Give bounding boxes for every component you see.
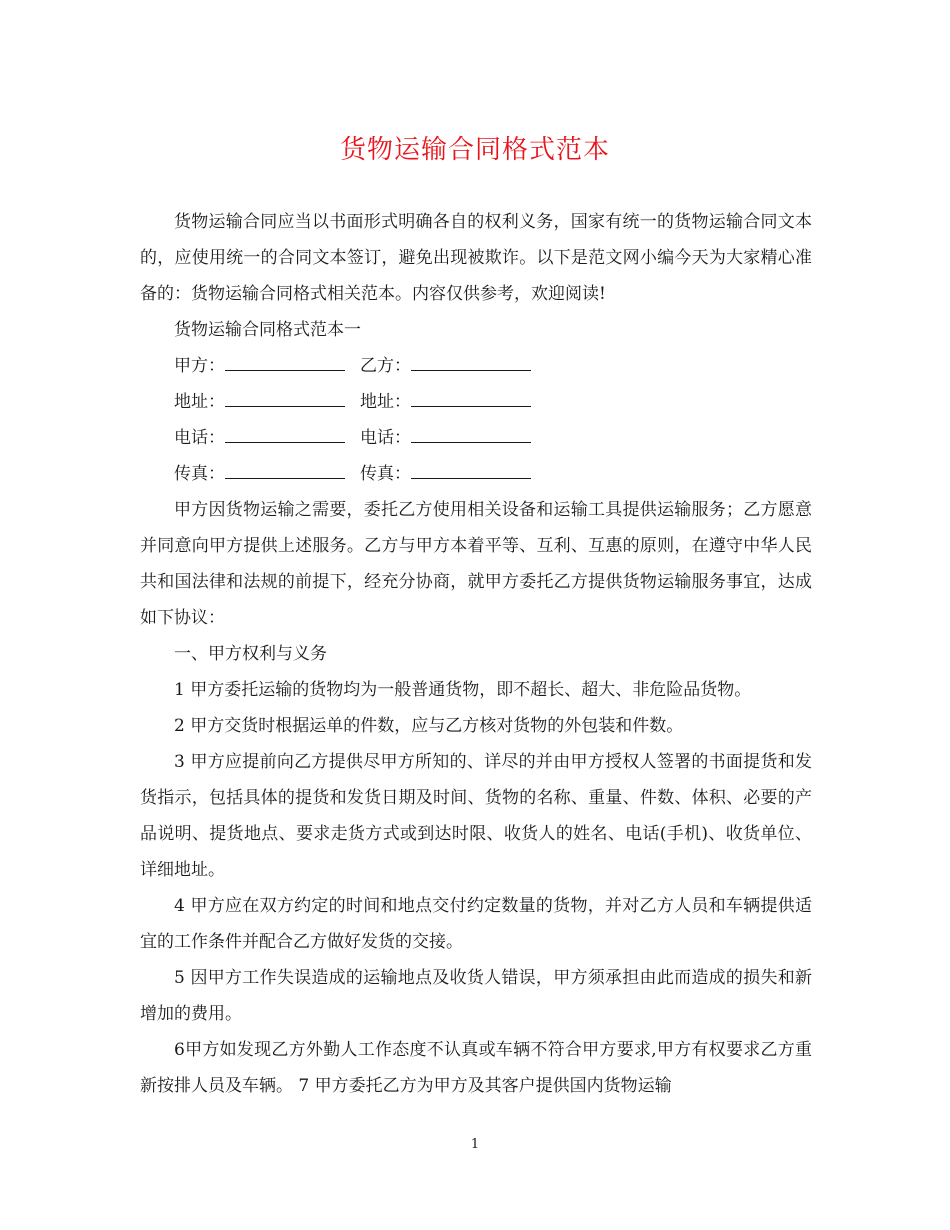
clause-paragraph: 6甲方如发现乙方外勤人工作态度不认真或车辆不符合甲方要求,甲方有权要求乙方重新按排人员及车辆。 7 甲方委托乙方为甲方及其客户提供国内货物运输 xyxy=(140,1040,812,1096)
document-title: 货物运输合同格式范本 xyxy=(339,135,610,165)
address-a-field xyxy=(174,384,360,420)
document-body xyxy=(140,204,812,1104)
field-label: 地址： xyxy=(174,392,225,412)
blank-line xyxy=(411,420,531,443)
intro-paragraph: 货物运输合同应当以书面形式明确各自的权利义务，国家有统一的货物运输合同文本的，应使用统一的合同文本签订，避免出现被欺诈。以下是范文网小编今天为大家精心准备的：货物运输合同格式相关范本。内容仅供参考，欢迎阅读! xyxy=(140,212,812,304)
blank-line xyxy=(225,384,345,407)
blank-line xyxy=(225,348,345,371)
clause-paragraph: 4 甲方应在双方约定的时间和地点交付约定数量的货物，并对乙方人员和车辆提供适宜的工作条件并配合乙方做好发货的交接。 xyxy=(140,896,812,952)
clause-paragraph: 3 甲方应提前向乙方提供尽甲方所知的、详尽的并由甲方授权人签署的书面提货和发货指示，包括具体的提货和发货日期及时间、货物的名称、重量、件数、体积、必要的产品说明、提货地点、要求走货方式或到达时限、收货人的姓名、电话(手机)、收货单位、详细地址。 xyxy=(140,752,812,880)
preamble-paragraph: 甲方因货物运输之需要，委托乙方使用相关设备和运输工具提供运输服务；乙方愿意并同意向甲方提供上述服务。乙方与甲方本着平等、互利、互惠的原则，在遵守中华人民共和国法律和法规的前提下，经充分协商，就甲方委托乙方提供货物运输服务事宜，达成如下协议： xyxy=(140,500,812,628)
field-label: 乙方： xyxy=(360,356,411,376)
clause-paragraph: 2 甲方交货时根据运单的件数，应与乙方核对货物的外包装和件数。 xyxy=(174,716,684,736)
blank-line xyxy=(411,384,531,407)
field-label: 地址： xyxy=(360,392,411,412)
phone-row xyxy=(140,420,812,456)
field-label: 传真： xyxy=(174,464,225,484)
page-number: 1 xyxy=(470,1137,480,1152)
field-label: 电话： xyxy=(360,428,411,448)
blank-line xyxy=(411,348,531,371)
section-heading: 货物运输合同格式范本一 xyxy=(174,320,361,340)
phone-b-field xyxy=(360,420,546,456)
party-a-field xyxy=(174,348,360,384)
clause-paragraph: 5 因甲方工作失误造成的运输地点及收货人错误，甲方须承担由此而造成的损失和新增加的费用。 xyxy=(140,968,812,1024)
phone-a-field xyxy=(174,420,360,456)
field-label: 传真： xyxy=(360,464,411,484)
party-row-1 xyxy=(140,348,812,384)
clause-heading: 一、甲方权利与义务 xyxy=(174,644,327,664)
address-b-field xyxy=(360,384,546,420)
address-row xyxy=(140,384,812,420)
clause-paragraph: 1 甲方委托运输的货物均为一般普通货物，即不超长、超大、非危险品货物。 xyxy=(174,680,752,700)
fax-row xyxy=(140,456,812,492)
party-b-field xyxy=(360,348,546,384)
field-label: 电话： xyxy=(174,428,225,448)
blank-line xyxy=(225,420,345,443)
blank-line xyxy=(225,456,345,479)
blank-line xyxy=(411,456,531,479)
fax-b-field xyxy=(360,456,546,492)
fax-a-field xyxy=(174,456,360,492)
field-label: 甲方： xyxy=(174,356,225,376)
